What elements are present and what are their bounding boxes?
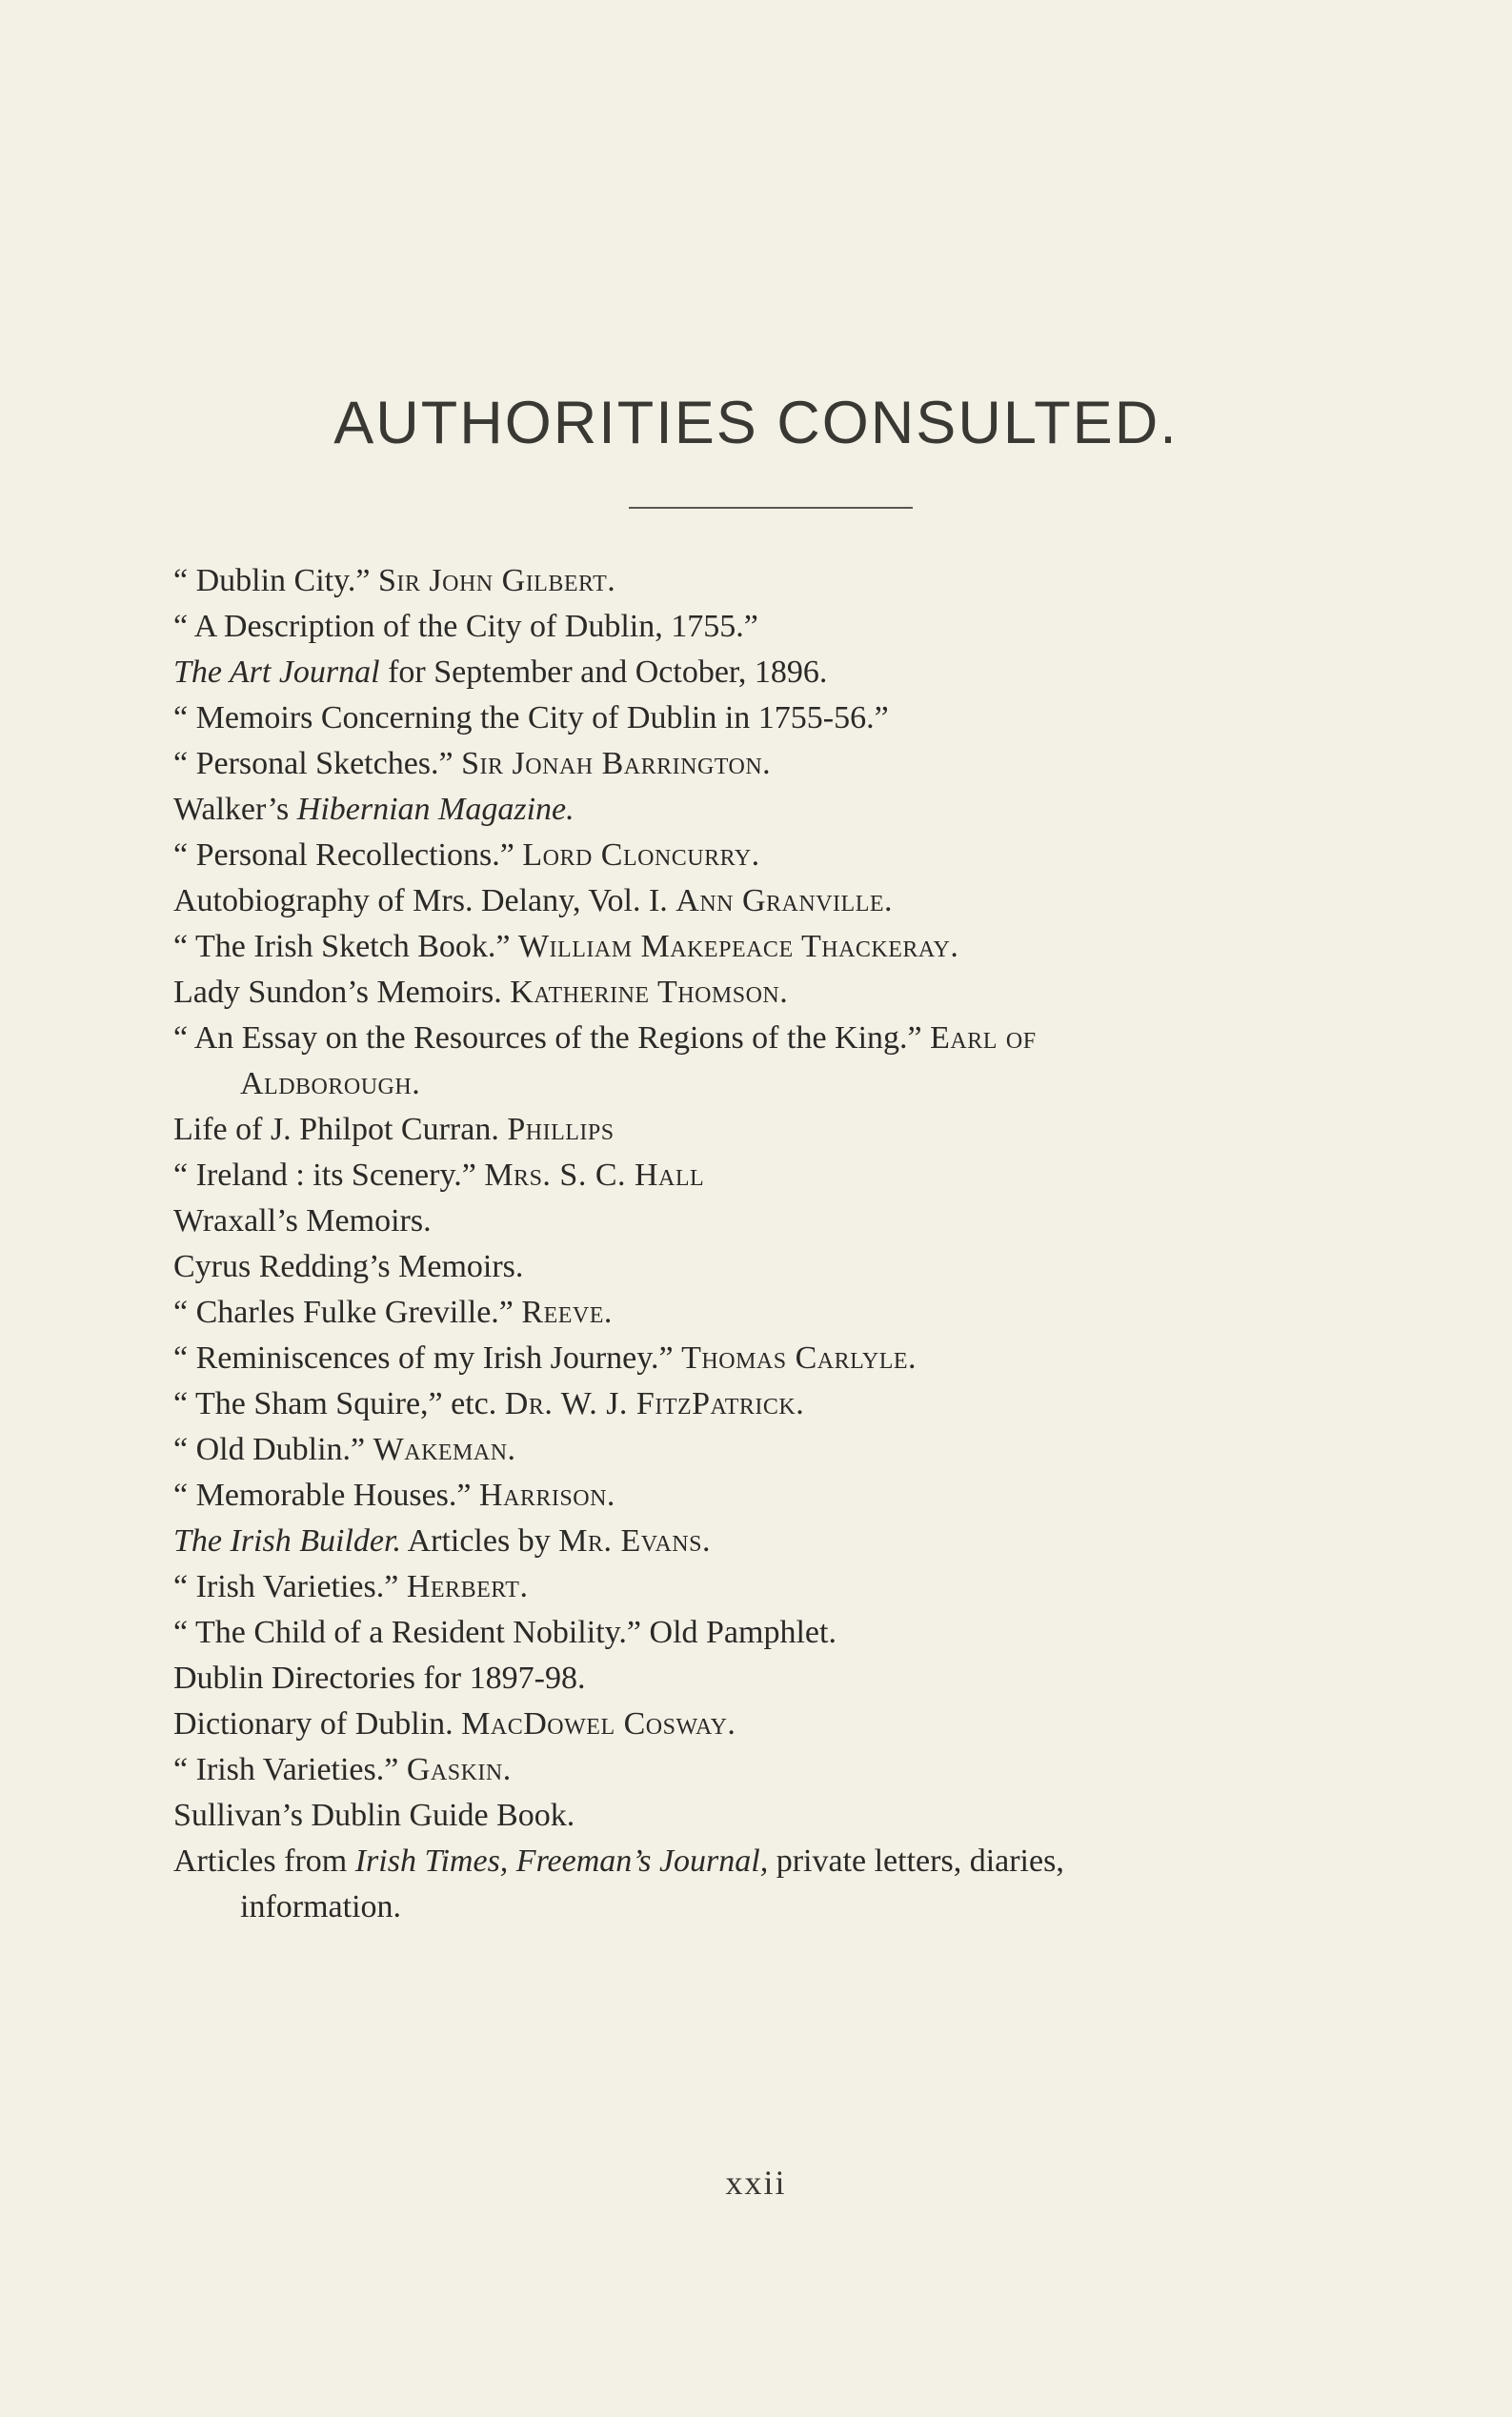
- authority-entry: [173, 1336, 1359, 1381]
- entry-author: Reeve.: [521, 1295, 613, 1330]
- authority-entry: [173, 1290, 1359, 1336]
- page-title: AUTHORITIES CONSULTED.: [333, 390, 1179, 456]
- authority-entry: [173, 787, 1359, 833]
- entry-segment: Dictionary of Dublin.: [173, 1706, 462, 1742]
- entry-text: [173, 700, 889, 735]
- entry-segment: “ Old Dublin.”: [173, 1432, 373, 1467]
- title-divider: [629, 507, 913, 509]
- entry-text: [173, 929, 958, 964]
- entry-text: [173, 1569, 528, 1604]
- entry-text: [173, 746, 771, 781]
- entry-segment: “ Reminiscences of my Irish Journey.”: [173, 1340, 682, 1376]
- authority-entry: [173, 1702, 1359, 1747]
- entry-segment: Articles from: [173, 1843, 355, 1879]
- entry-segment: “ Ireland : its Scenery.”: [173, 1158, 485, 1193]
- entry-text: [173, 975, 788, 1010]
- entry-text: [173, 1249, 523, 1284]
- entry-text: [173, 1112, 615, 1147]
- authority-entry: [173, 1016, 1359, 1107]
- entry-segment: “ Charles Fulke Greville.”: [173, 1295, 522, 1330]
- entry-text: [173, 1523, 711, 1559]
- entry-segment: Articles by: [400, 1523, 559, 1559]
- entry-text: [173, 1843, 1064, 1879]
- entry-continuation: information.: [240, 1889, 402, 1924]
- entry-segment: Autobiography of Mrs. Delany, Vol. I.: [173, 883, 676, 918]
- page-number: xxii: [725, 2164, 787, 2202]
- authority-entry: [173, 1198, 1359, 1244]
- entry-text: [173, 609, 758, 644]
- entry-segment: Sullivan’s Dublin Guide Book.: [173, 1798, 575, 1833]
- entry-segment: “ Irish Varieties.”: [173, 1569, 407, 1604]
- authority-entry: [173, 1610, 1359, 1656]
- entry-author: Dr. W. J. FitzPatrick.: [504, 1386, 805, 1421]
- entry-text: [173, 883, 893, 918]
- entry-text: [173, 1432, 516, 1467]
- authority-entry: [173, 1244, 1359, 1290]
- entry-text: [173, 1340, 917, 1376]
- entry-text: [173, 1752, 512, 1787]
- entry-author: Harrison.: [479, 1478, 615, 1513]
- authority-entry: [173, 741, 1359, 787]
- entry-author: Phillips: [507, 1112, 615, 1147]
- entry-title-italic: The Irish Builder.: [173, 1523, 401, 1559]
- entry-title-italic: Hibernian Magazine.: [296, 792, 575, 827]
- authority-entry: [173, 1473, 1359, 1519]
- entry-title-italic: Irish Times, Freeman’s Journal,: [354, 1843, 769, 1879]
- entry-author: William Makepeace Thackeray.: [517, 929, 959, 964]
- authority-entry: [173, 650, 1359, 695]
- authority-entry: [173, 558, 1359, 604]
- authority-entry: [173, 1153, 1359, 1198]
- authority-entry: [173, 1107, 1359, 1153]
- entry-author: Sir John Gilbert.: [378, 563, 616, 598]
- authority-entry: [173, 604, 1359, 650]
- entry-text: [173, 837, 760, 873]
- entry-segment: Wraxall’s Memoirs.: [173, 1203, 432, 1239]
- authority-entry: [173, 1427, 1359, 1473]
- authority-entry: [173, 1564, 1359, 1610]
- authority-entry: [173, 1839, 1359, 1930]
- entry-continuation: Aldborough.: [240, 1066, 421, 1101]
- entry-text: [173, 563, 615, 598]
- authority-entry: [173, 970, 1359, 1016]
- entry-segment: private letters, diaries,: [768, 1843, 1064, 1879]
- entry-author: Ann Granville.: [675, 883, 894, 918]
- entry-segment: Lady Sundon’s Memoirs.: [173, 975, 511, 1010]
- entry-author: Mrs. S. C. Hall: [484, 1158, 705, 1193]
- entry-segment: “ Irish Varieties.”: [173, 1752, 407, 1787]
- authority-entry: [173, 1519, 1359, 1564]
- authority-entry: [173, 1793, 1359, 1839]
- entry-segment: “ Memoirs Concerning the City of Dublin in 1755-56.”: [173, 700, 889, 735]
- entry-segment: for September and October, 1896.: [379, 655, 828, 690]
- entry-author: Katherine Thomson.: [510, 975, 789, 1010]
- entry-segment: “ Dublin City.”: [173, 563, 378, 598]
- authority-entry: [173, 1656, 1359, 1702]
- authority-entry: [173, 833, 1359, 878]
- entry-text: [173, 1203, 432, 1239]
- entry-text: [173, 792, 575, 827]
- entry-text: [173, 1478, 615, 1513]
- authority-entry: [173, 878, 1359, 924]
- entry-segment: “ Memorable Houses.”: [173, 1478, 480, 1513]
- authority-entry: [173, 1381, 1359, 1427]
- entry-text: [173, 655, 827, 690]
- entry-segment: “ Personal Recollections.”: [173, 837, 523, 873]
- authority-entry: [173, 924, 1359, 970]
- entry-segment: “ The Child of a Resident Nobility.” Old Pamphlet.: [173, 1615, 837, 1650]
- entry-text: [173, 1020, 1037, 1056]
- entry-segment: “ Personal Sketches.”: [173, 746, 462, 781]
- entry-segment: “ A Description of the City of Dublin, 1755.”: [173, 609, 758, 644]
- authority-entry: [173, 1747, 1359, 1793]
- entry-author: Herbert.: [406, 1569, 529, 1604]
- entry-author: Mr. Evans.: [558, 1523, 711, 1559]
- entry-text: [173, 1798, 575, 1833]
- entry-author: Gaskin.: [406, 1752, 512, 1787]
- entry-segment: “ The Irish Sketch Book.”: [173, 929, 518, 964]
- entry-text: [173, 1386, 804, 1421]
- entry-author: MacDowel Cosway.: [461, 1706, 736, 1742]
- entry-author: Wakeman.: [373, 1432, 516, 1467]
- authority-entry: [173, 695, 1359, 741]
- entry-text: [173, 1295, 613, 1330]
- entry-segment: Walker’s: [173, 792, 297, 827]
- entry-author: Thomas Carlyle.: [681, 1340, 917, 1376]
- entry-segment: Cyrus Redding’s Memoirs.: [173, 1249, 524, 1284]
- entry-text: [173, 1158, 704, 1193]
- entry-author: Lord Cloncurry.: [522, 837, 760, 873]
- entry-segment: “ An Essay on the Resources of the Regions of the King.”: [173, 1020, 931, 1056]
- authorities-list: [173, 558, 1359, 1930]
- entry-segment: Dublin Directories for 1897-98.: [173, 1661, 586, 1696]
- entry-text: [173, 1661, 585, 1696]
- entry-segment: Life of J. Philpot Curran.: [173, 1112, 508, 1147]
- entry-segment: “ The Sham Squire,” etc.: [173, 1386, 505, 1421]
- entry-text: [173, 1615, 837, 1650]
- entry-author: Earl of: [930, 1020, 1037, 1056]
- entry-author: Sir Jonah Barrington.: [461, 746, 772, 781]
- entry-text: [173, 1706, 736, 1742]
- entry-title-italic: The Art Journal: [173, 655, 380, 690]
